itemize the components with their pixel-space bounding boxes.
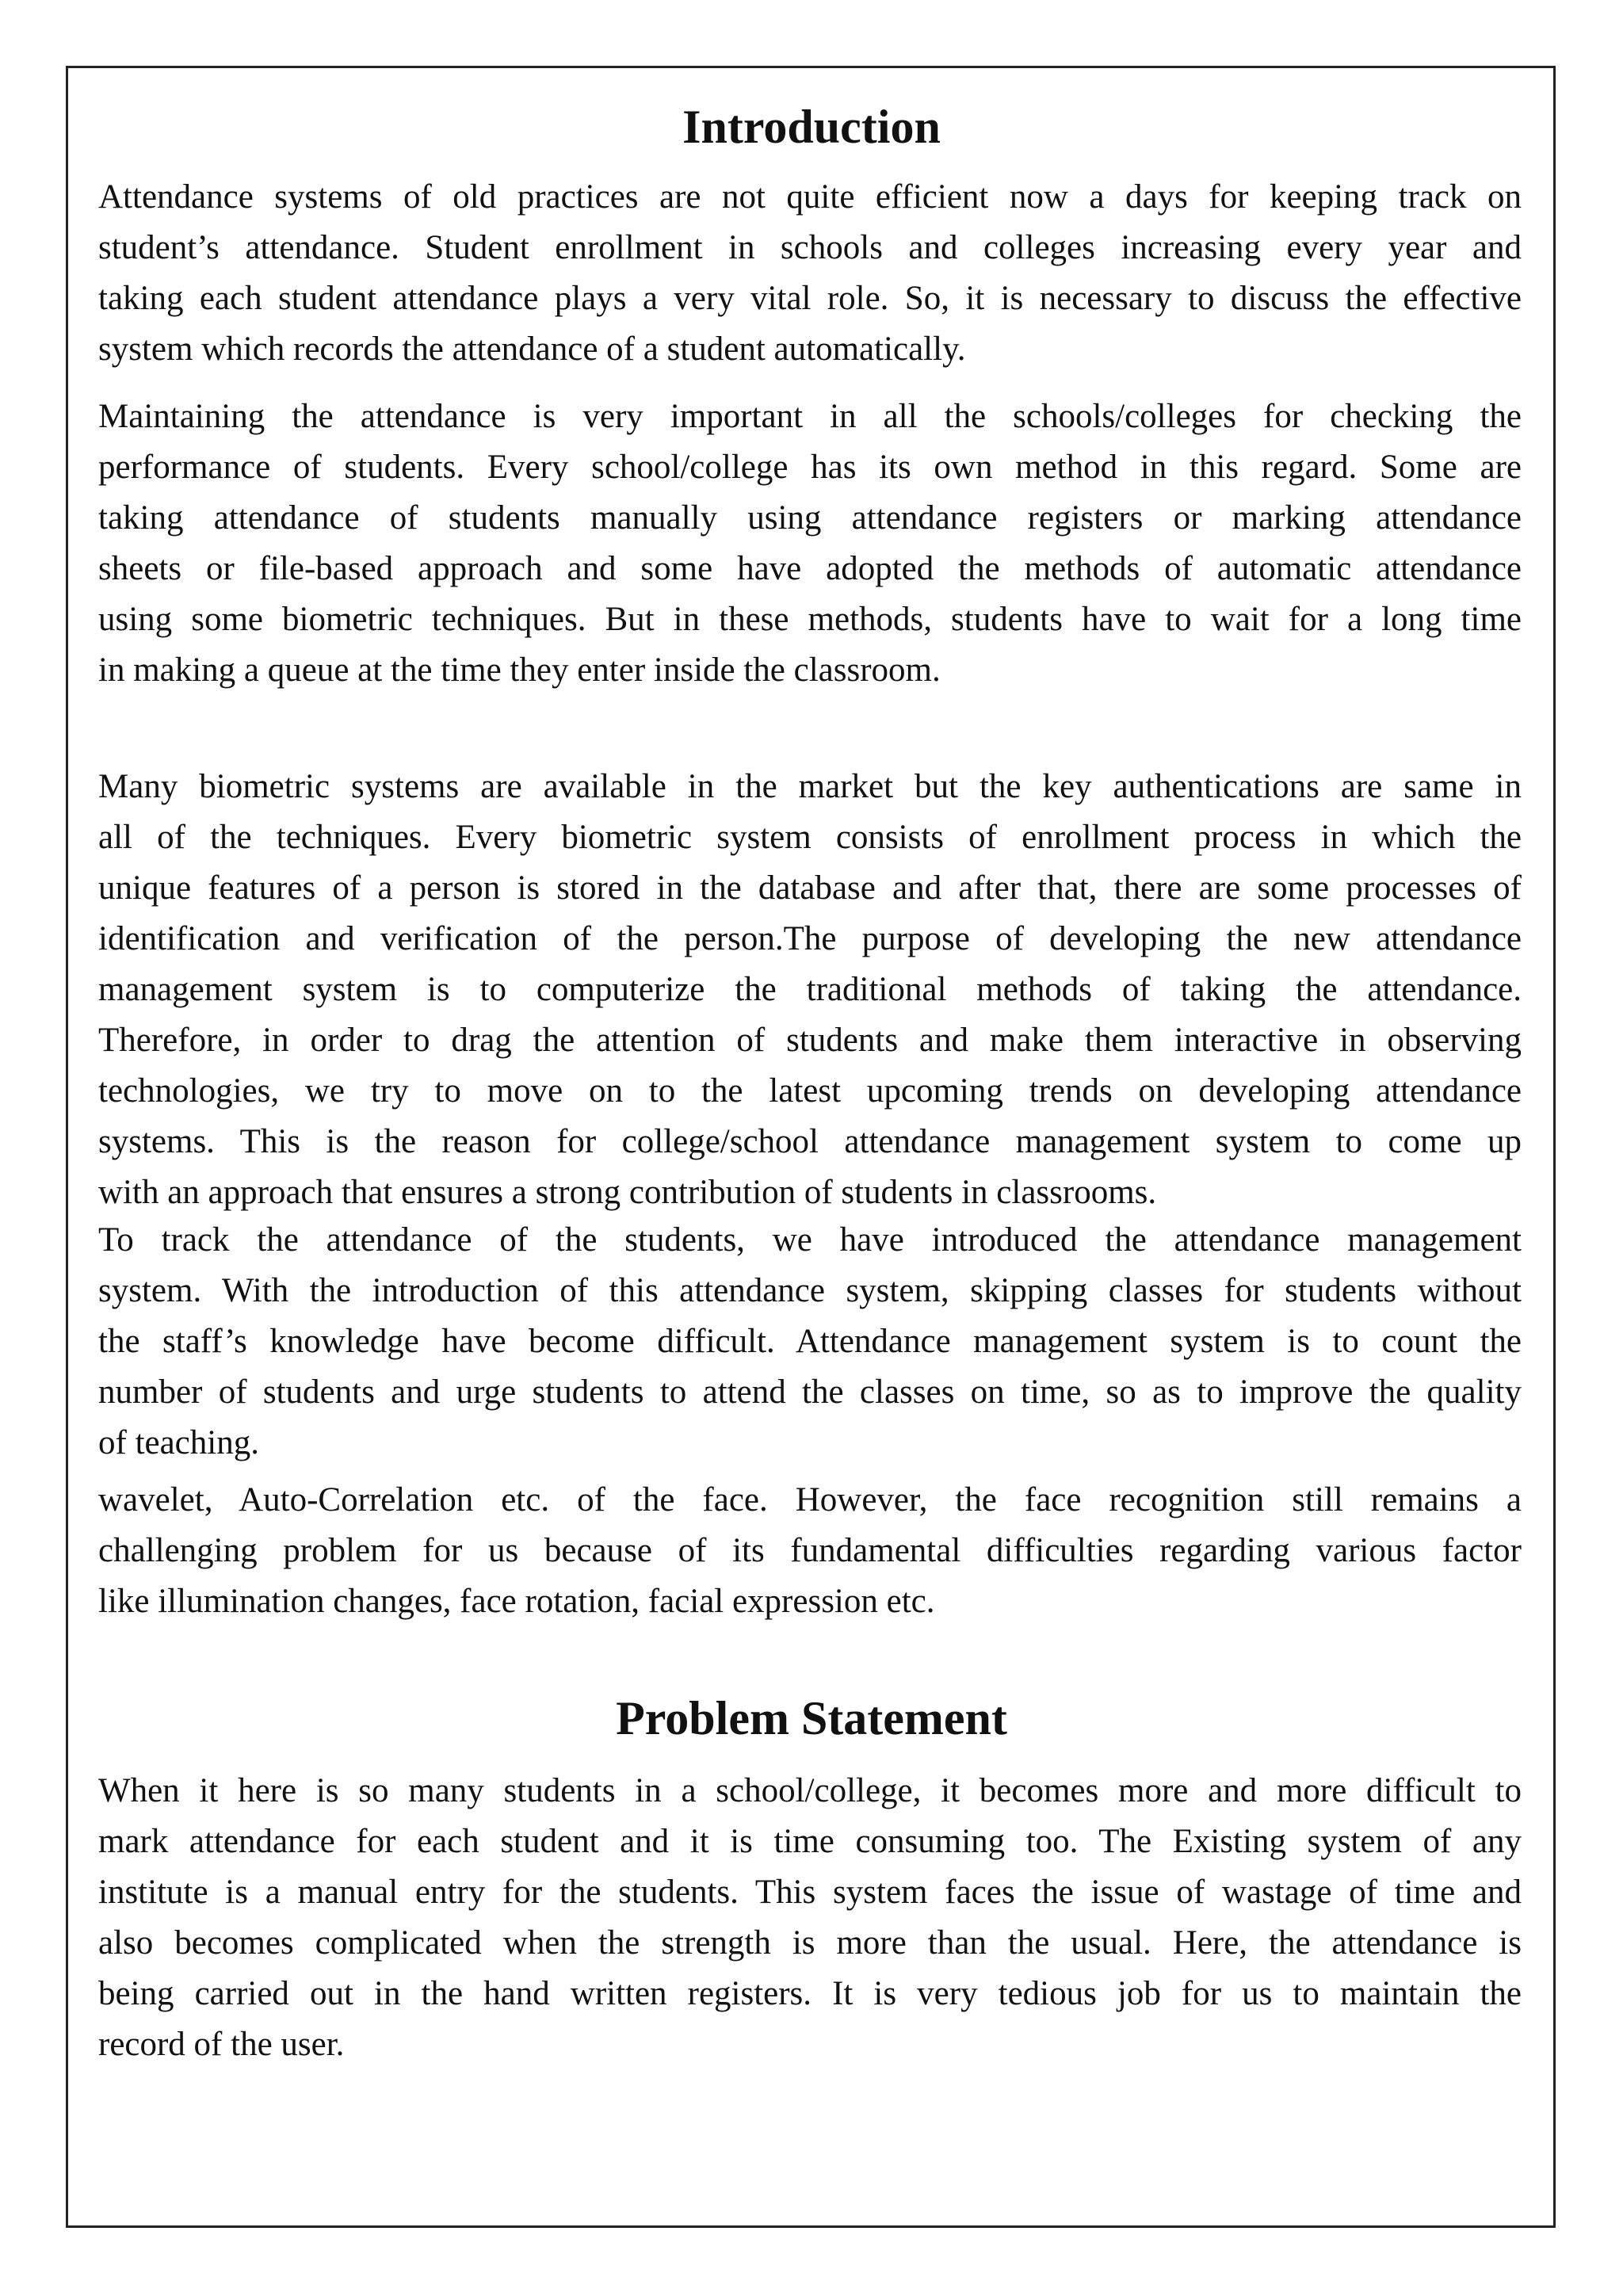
text-line: system. With the introduction of this attendance system, skipping classes for students without	[98, 1272, 1522, 1309]
text-line: like illumination changes, face rotation, facial expression etc.	[98, 1583, 935, 1620]
text-line: Therefore, in order to drag the attention of students and make them interactive in observing	[98, 1022, 1522, 1059]
text-line: technologies, we try to move on to the latest upcoming trends on developing attendance	[98, 1072, 1522, 1110]
text-line: student’s attendance. Student enrollment in schools and colleges increasing every year and	[98, 229, 1522, 266]
text-line: the staff’s knowledge have become difficult. Attendance management system is to count the	[98, 1323, 1522, 1360]
text-line: also becomes complicated when the strength is more than the usual. Here, the attendance is	[98, 1924, 1522, 1962]
text-line: taking each student attendance plays a very vital role. So, it is necessary to discuss the effective	[98, 280, 1522, 317]
text-line: identification and verification of the person.The purpose of developing the new attendance	[98, 920, 1522, 957]
text-line: mark attendance for each student and it is time consuming too. The Existing system of any	[98, 1823, 1522, 1860]
text-line: in making a queue at the time they enter inside the classroom.	[98, 651, 941, 689]
text-line: challenging problem for us because of its fundamental difficulties regarding various factor	[98, 1532, 1522, 1569]
text-line: Attendance systems of old practices are not quite efficient now a days for keeping track on	[98, 178, 1522, 216]
text-line: system which records the attendance of a student automatically.	[98, 330, 966, 368]
intro-paragraph-5	[98, 1475, 1522, 1627]
text-line: using some biometric techniques. But in these methods, students have to wait for a long time	[98, 601, 1522, 638]
text-line: Maintaining the attendance is very important in all the schools/colleges for checking the	[98, 398, 1522, 435]
heading-problem-statement: Problem Statement	[616, 1692, 1007, 1744]
text-line: with an approach that ensures a strong contribution of students in classrooms.	[98, 1174, 1157, 1211]
text-line: institute is a manual entry for the students. This system faces the issue of wastage of time and	[98, 1874, 1522, 1911]
text-line: To track the attendance of the students, we have introduced the attendance management	[98, 1221, 1522, 1259]
text-line: wavelet, Auto-Correlation etc. of the face. However, the face recognition still remains a	[98, 1481, 1522, 1519]
problem-paragraph-1	[98, 1766, 1522, 2070]
text-line: number of students and urge students to attend the classes on time, so as to improve the quality	[98, 1373, 1522, 1411]
intro-paragraph-3	[98, 762, 1522, 1218]
heading-introduction: Introduction	[682, 101, 941, 153]
text-line: performance of students. Every school/college has its own method in this regard. Some are	[98, 449, 1522, 486]
text-line: Many biometric systems are available in the market but the key authentications are same in	[98, 768, 1522, 805]
text-line: being carried out in the hand written registers. It is very tedious job for us to maintain the	[98, 1975, 1522, 2012]
text-line: management system is to computerize the traditional methods of taking the attendance.	[98, 971, 1522, 1008]
intro-paragraph-1	[98, 172, 1522, 375]
intro-paragraph-2	[98, 392, 1522, 696]
text-line: When it here is so many students in a school/college, it becomes more and more difficult to	[98, 1772, 1522, 1809]
text-line: record of the user.	[98, 2026, 345, 2063]
text-line: systems. This is the reason for college/school attendance management system to come up	[98, 1123, 1522, 1160]
text-line: unique features of a person is stored in the database and after that, there are some processes of	[98, 869, 1522, 907]
intro-paragraph-4	[98, 1215, 1522, 1469]
text-line: of teaching.	[98, 1424, 259, 1461]
text-line: taking attendance of students manually using attendance registers or marking attendance	[98, 499, 1522, 537]
text-line: sheets or file-based approach and some have adopted the methods of automatic attendance	[98, 550, 1522, 587]
text-line: all of the techniques. Every biometric system consists of enrollment process in which the	[98, 819, 1522, 856]
